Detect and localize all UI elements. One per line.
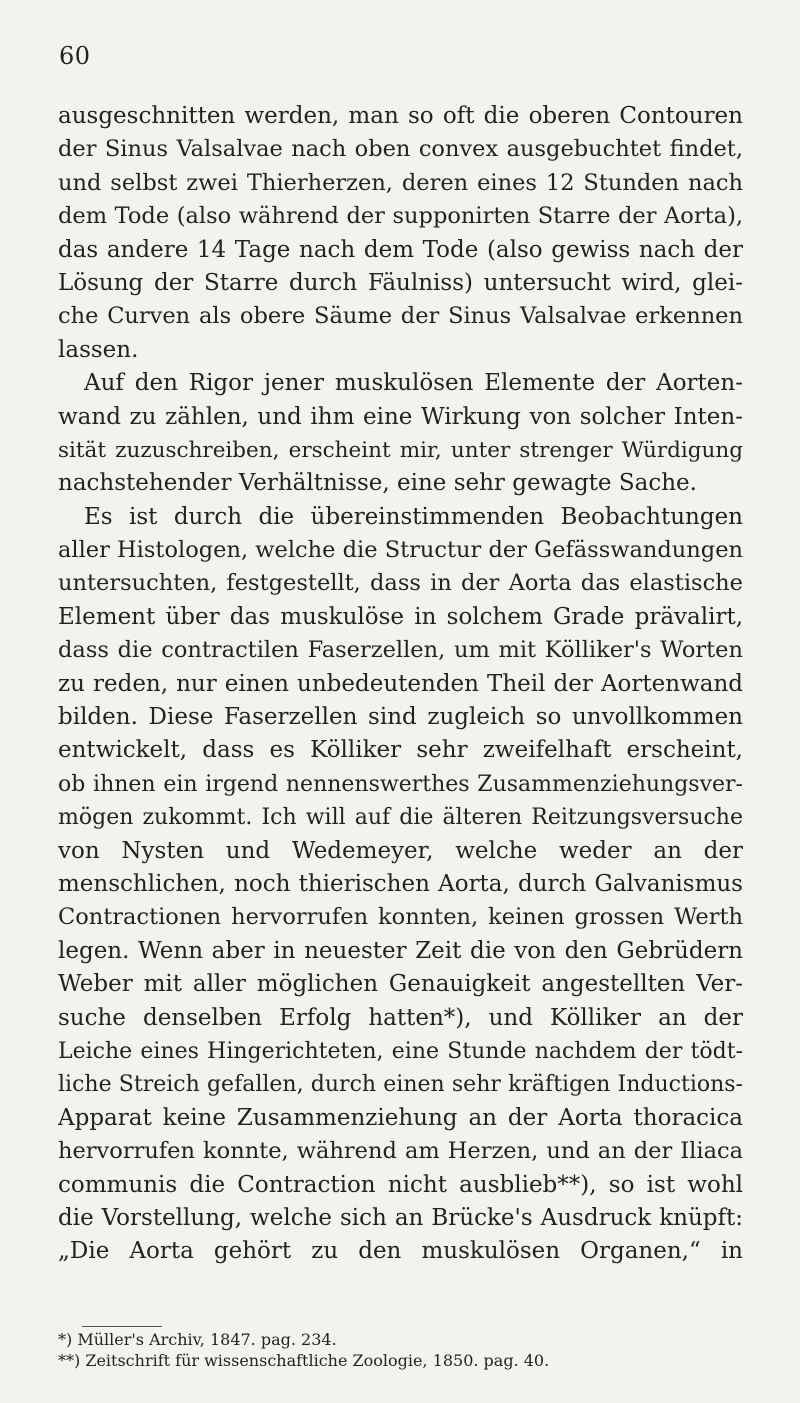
text-line: communis die Contraction nicht ausblieb**), so ist wohl <box>58 1171 743 1198</box>
text-line: liche Streich gefallen, durch einen sehr kräftigen Inductions- <box>58 1072 743 1098</box>
text-line: von Nysten und Wedemeyer, welche weder an der <box>58 837 743 864</box>
footnote: *) Müller's Archiv, 1847. pag. 234. <box>58 1330 337 1349</box>
text-line: entwickelt, dass es Kölliker sehr zweifelhaft erscheint, <box>58 737 743 764</box>
footnotes <box>58 1329 743 1371</box>
text-line: che Curven als obere Säume der Sinus Valsalvae erkennen <box>58 303 743 330</box>
text-line: mögen zukommt. Ich will auf die älteren Reitzungsversuche <box>58 805 743 831</box>
text-line: lassen. <box>58 336 139 363</box>
text-line: suche denselben Erfolg hatten*), und Kölliker an der <box>58 1004 743 1031</box>
text-line: Auf den Rigor jener muskulösen Elemente der Aorten- <box>84 370 743 397</box>
text-line: Lösung der Starre durch Fäulniss) untersucht wird, glei- <box>58 269 743 296</box>
text-line: dem Tode (also während der supponirten Starre der Aorta), <box>58 203 743 230</box>
text-line: hervorrufen konnte, während am Herzen, und an der Iliaca <box>58 1138 743 1165</box>
text-line: der Sinus Valsalvae nach oben convex ausgebuchtet findet, <box>58 136 743 163</box>
text-line: und selbst zwei Thierherzen, deren eines 12 Stunden nach <box>58 169 743 196</box>
footnote: **) Zeitschrift für wissenschaftliche Zoologie, 1850. pag. 40. <box>58 1351 550 1370</box>
text-line: die Vorstellung, welche sich an Brücke's Ausdruck knüpft: <box>58 1204 743 1231</box>
text-line: Apparat keine Zusammenziehung an der Aorta thoracica <box>58 1104 743 1131</box>
text-line: aller Histologen, welche die Structur der Gefässwandungen <box>58 537 743 564</box>
footnote-divider <box>82 1326 162 1327</box>
text-line: ausgeschnitten werden, man so oft die oberen Contouren <box>58 103 743 129</box>
text-line: das andere 14 Tage nach dem Tode (also gewiss nach der <box>58 236 743 263</box>
text-line: Es ist durch die übereinstimmenden Beobachtungen <box>84 503 743 530</box>
text-line: bilden. Diese Faserzellen sind zugleich so unvollkommen <box>58 704 743 731</box>
text-line: nachstehender Verhältnisse, eine sehr gewagte Sache. <box>58 470 697 497</box>
text-line: legen. Wenn aber in neuester Zeit die von den Gebrüdern <box>58 937 743 964</box>
text-line: wand zu zählen, und ihm eine Wirkung von solcher Inten- <box>58 403 743 430</box>
text-line: „Die Aorta gehört zu den muskulösen Organen,“ in <box>58 1238 743 1265</box>
text-line: untersuchten, festgestellt, dass in der Aorta das elastische <box>58 570 743 597</box>
text-line: menschlichen, noch thierischen Aorta, durch Galvanismus <box>58 870 743 897</box>
text-line: sität zuzuschreiben, erscheint mir, unter strenger Würdigung <box>58 437 743 463</box>
page-number: 60 <box>59 42 91 70</box>
text-line: Weber mit aller möglichen Genauigkeit angestellten Ver- <box>58 971 743 998</box>
text-line: Element über das muskulöse in solchem Grade prävalirt, <box>58 603 743 630</box>
body-text <box>58 100 743 1269</box>
text-line: ob ihnen ein irgend nennenswerthes Zusammenziehungsver- <box>58 771 743 797</box>
text-line: Contractionen hervorrufen konnten, keinen grossen Werth <box>58 904 743 931</box>
text-line: zu reden, nur einen unbedeutenden Theil der Aortenwand <box>58 670 743 697</box>
text-line: Leiche eines Hingerichteten, eine Stunde nachdem der tödt- <box>58 1038 743 1064</box>
text-line: dass die contractilen Faserzellen, um mit Kölliker's Worten <box>58 637 743 664</box>
